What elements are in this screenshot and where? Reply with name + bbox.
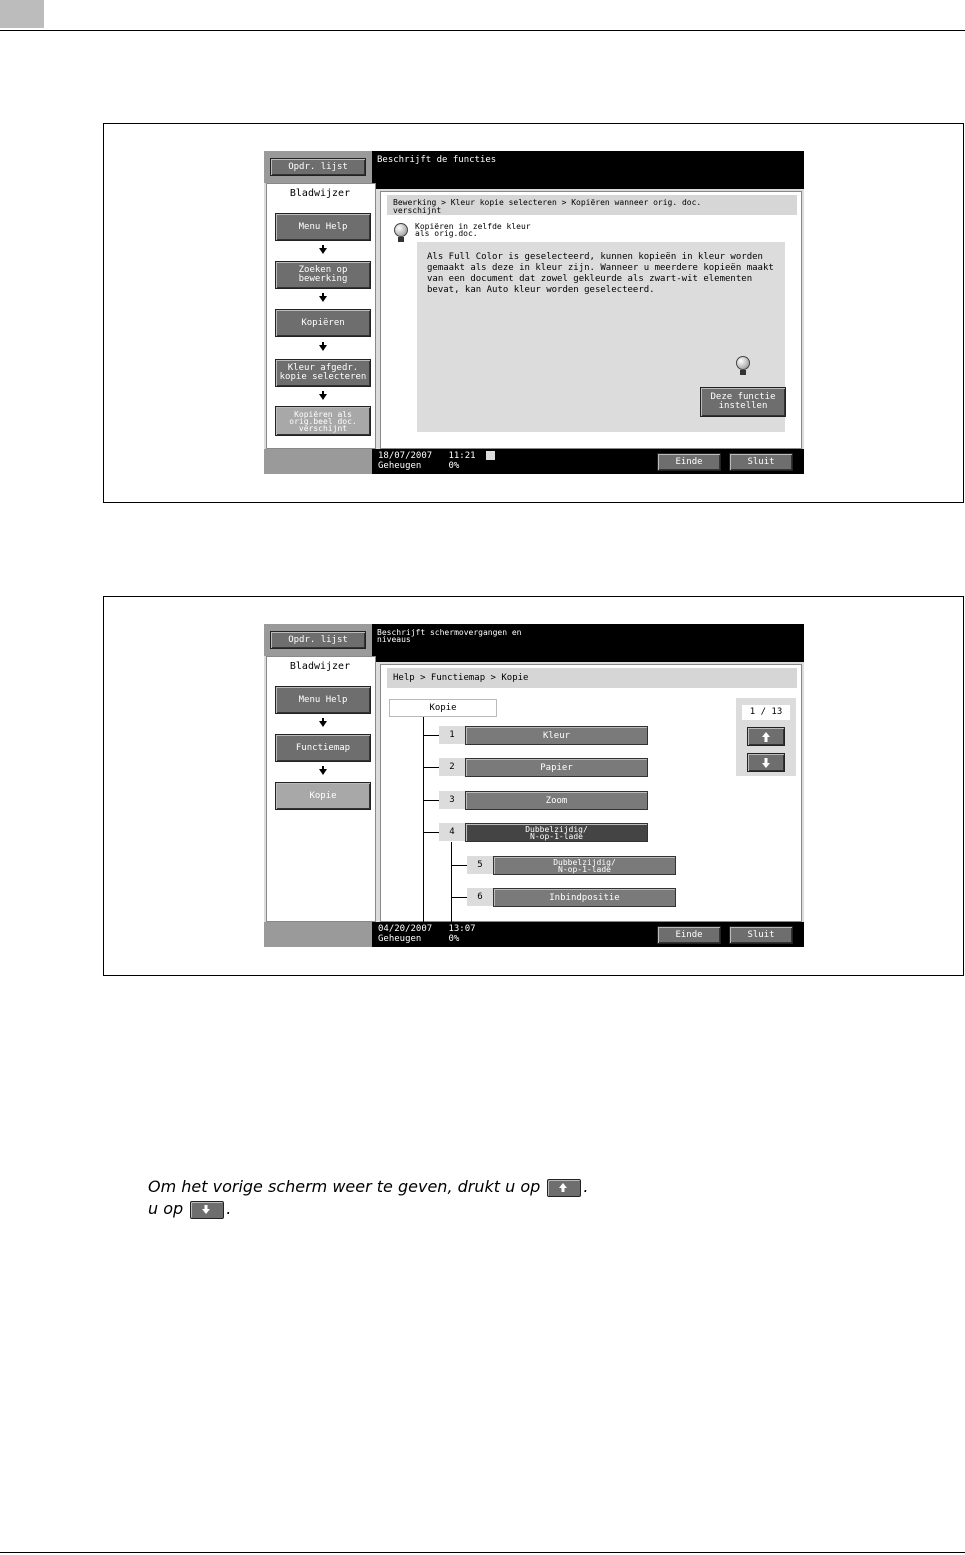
tree-item-binding-position[interactable]: Inbindpositie: [493, 888, 676, 907]
arrow-up-icon: [559, 1183, 567, 1192]
arrow-down-icon: [319, 248, 327, 254]
caption-line-2: [148, 1199, 231, 1219]
page-down-button[interactable]: [747, 753, 785, 772]
lightbulb-base: [398, 237, 404, 242]
copy-map-button[interactable]: Kopie: [275, 782, 371, 810]
bookmark-panel: [266, 656, 376, 922]
tree-item-paper[interactable]: Papier: [465, 758, 648, 777]
copy-button[interactable]: Kopiëren: [275, 309, 371, 337]
status-date: 18/07/2007: [378, 451, 433, 461]
caption-1-text: Om het vorige scherm weer te geven, drukt u op: [148, 1177, 541, 1196]
function-tree: [380, 664, 802, 922]
caption-line-1: [148, 1177, 588, 1197]
help-screen-function-map: [264, 624, 804, 947]
figure-1: [103, 123, 964, 503]
page-navigator: [736, 698, 796, 776]
job-list-button[interactable]: Opdr. lijst: [270, 631, 366, 649]
item-number: 2: [439, 758, 465, 776]
end-button[interactable]: Einde: [657, 453, 721, 471]
arrow-down-icon: [319, 394, 327, 400]
arrow-down-icon: [319, 296, 327, 302]
memory-value: 0%: [448, 461, 460, 471]
help-text: Als Full Color is geselecteerd, kunnen kopieën in kleur worden gemaakt als deze in kleur zijn. Wanneer u meerdere kopieën maakt van een document dat zowel gekleurde als zwart-wit elementen bevat, kan Auto kleur worden geselecteerd.: [427, 252, 774, 295]
lightbulb-icon: [394, 223, 408, 237]
item-number: 4: [439, 823, 465, 841]
memory-label: Geheugen: [378, 461, 422, 471]
status-date: 04/20/2007: [378, 924, 433, 934]
inline-down-button: [190, 1201, 224, 1219]
item-number: 3: [439, 791, 465, 809]
function-map-button[interactable]: Functiemap: [275, 734, 371, 762]
tree-line: [423, 800, 439, 801]
arrow-up-icon: [762, 732, 770, 742]
status-area: [372, 449, 650, 474]
breadcrumb: Help > Functiemap > Kopie: [387, 668, 797, 688]
page-corner-tab: [0, 0, 44, 28]
bookmark-tab: Bladwijzer: [289, 661, 351, 672]
tree-line: [423, 735, 439, 736]
tree-line: [423, 767, 439, 768]
tree-item-zoom[interactable]: Zoom: [465, 791, 648, 810]
menu-help-button[interactable]: Menu Help: [275, 686, 371, 714]
caption-2-text: u op: [148, 1199, 184, 1218]
tree-line: [423, 717, 424, 923]
arrow-down-icon: [319, 345, 327, 351]
item-number: 6: [467, 888, 493, 906]
tree-item-duplex-sub[interactable]: Dubbelzijdig/ N-op-1-lade: [493, 856, 676, 875]
item-number: 1: [439, 726, 465, 744]
item-number: 5: [467, 856, 493, 874]
arrow-down-icon: [202, 1205, 210, 1214]
tree-line: [451, 897, 467, 898]
status-time: 11:21: [448, 451, 476, 461]
figure-2: [103, 596, 964, 976]
tree-item-duplex[interactable]: Dubbelzijdig/ N-op-1-lade: [465, 823, 648, 842]
screen-title: Beschrijft de functies: [372, 151, 804, 189]
end-button[interactable]: Einde: [657, 926, 721, 944]
arrow-down-icon: [319, 721, 327, 727]
inline-up-button: [547, 1179, 581, 1197]
copy-as-original-button[interactable]: Kopiëren als orig.beel doc. verschijnt: [275, 406, 371, 436]
tree-item-color[interactable]: Kleur: [465, 726, 648, 745]
tree-line: [451, 842, 452, 923]
bookmark-tab: Bladwijzer: [289, 188, 351, 199]
network-icon: [486, 451, 495, 460]
search-by-operation-button[interactable]: Zoeken op bewerking: [275, 261, 371, 289]
memory-label: Geheugen: [378, 934, 422, 944]
caption-2-end: .: [226, 1199, 232, 1218]
help-content: [380, 191, 802, 449]
tree-line: [423, 832, 439, 833]
hint-title: Kopiëren in zelfde kleur als orig.doc.: [415, 222, 531, 238]
lightbulb-icon: [736, 356, 750, 370]
status-area: [372, 922, 650, 947]
menu-help-button[interactable]: Menu Help: [275, 213, 371, 241]
lightbulb-base: [740, 370, 746, 375]
arrow-down-icon: [762, 758, 770, 768]
page-up-button[interactable]: [747, 727, 785, 746]
arrow-down-icon: [319, 769, 327, 775]
close-button[interactable]: Sluit: [729, 926, 793, 944]
help-screen-functions: [264, 151, 804, 474]
bookmark-panel: [266, 183, 376, 449]
page-indicator: 1 / 13: [742, 705, 790, 720]
tree-root: Kopie: [389, 699, 497, 717]
memory-value: 0%: [448, 934, 460, 944]
footer-rule: [0, 1552, 965, 1553]
tree-line: [451, 865, 467, 866]
screen-title: Beschrijft schermovergangen en niveaus: [372, 624, 804, 662]
set-function-button[interactable]: Deze functie instellen: [700, 387, 786, 417]
breadcrumb: Bewerking > Kleur kopie selecteren > Kopiëren wanneer orig. doc. verschijnt: [387, 195, 797, 215]
close-button[interactable]: Sluit: [729, 453, 793, 471]
select-color-button[interactable]: Kleur afgedr. kopie selecteren: [275, 359, 371, 387]
header-rule: [0, 30, 965, 31]
job-list-button[interactable]: Opdr. lijst: [270, 158, 366, 176]
caption-1-end: .: [583, 1177, 589, 1196]
status-time: 13:07: [448, 924, 476, 934]
